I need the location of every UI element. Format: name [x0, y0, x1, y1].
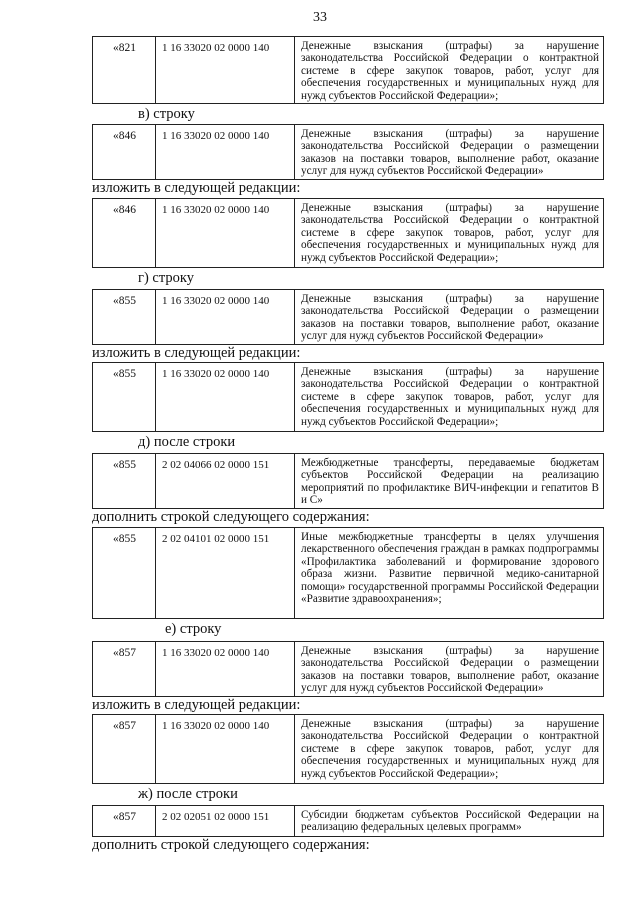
table-row — [92, 714, 604, 784]
row-description: Денежные взыскания (штрафы) за нарушение законодательства Российской Федерации о контрактной системе в сфере закупок товаров, работ, услуг для обеспечения государственных и муниципальных нужд для нужд субъектов Российской Федерации»; — [301, 366, 599, 428]
row-number: «855 — [93, 528, 156, 618]
budget-code: 2 02 04101 02 0000 151 — [156, 528, 295, 618]
row-number: «855 — [93, 290, 156, 344]
row-description: Межбюджетные трансферты, передаваемые бюджетам субъектов Российской Федерации на реализацию мероприятий по профилактике ВИЧ-инфекции и гепатитов В и С» — [301, 457, 599, 507]
row-description: Денежные взыскания (штрафы) за нарушение законодательства Российской Федерации о размещении заказов на поставки товаров, выполнение работ, оказание услуг для нужд субъектов Российской Федерации» — [301, 645, 599, 695]
budget-code: 2 02 04066 02 0000 151 — [156, 454, 295, 508]
table-row — [92, 124, 604, 180]
instruction-d: д) после строки — [138, 434, 236, 450]
instruction-replace: изложить в следующей редакции: — [92, 345, 301, 361]
page-number: 33 — [313, 10, 327, 25]
budget-code: 1 16 33020 02 0000 140 — [156, 363, 295, 431]
table-row — [92, 805, 604, 837]
budget-code: 2 02 02051 02 0000 151 — [156, 806, 295, 836]
instruction-g: г) строку — [138, 270, 194, 286]
table-row — [92, 362, 604, 432]
row-number: «855 — [93, 363, 156, 431]
table-row — [92, 36, 604, 104]
row-number: «857 — [93, 642, 156, 696]
budget-code: 1 16 33020 02 0000 140 — [156, 715, 295, 783]
row-description: Денежные взыскания (штрафы) за нарушение законодательства Российской Федерации о контрактной системе в сфере закупок товаров, работ, услуг для обеспечения государственных и муниципальных нужд для нужд субъектов Российской Федерации»; — [301, 202, 599, 264]
row-description: Субсидии бюджетам субъектов Российской Федерации на реализацию федеральных целевых программ» — [301, 809, 599, 834]
instruction-zh: ж) после строки — [138, 786, 238, 802]
row-number: «821 — [93, 37, 156, 103]
table-row — [92, 289, 604, 345]
instruction-add: дополнить строкой следующего содержания: — [92, 837, 370, 853]
budget-code: 1 16 33020 02 0000 140 — [156, 642, 295, 696]
instruction-e: е) строку — [165, 621, 222, 637]
table-row — [92, 198, 604, 268]
table-row — [92, 453, 604, 509]
instruction-replace: изложить в следующей редакции: — [92, 697, 301, 713]
budget-code: 1 16 33020 02 0000 140 — [156, 290, 295, 344]
row-number: «846 — [93, 199, 156, 267]
table-row — [92, 641, 604, 697]
table-row — [92, 527, 604, 619]
row-description: Денежные взыскания (штрафы) за нарушение законодательства Российской Федерации о размещении заказов на поставки товаров, выполнение работ, оказание услуг для нужд субъектов Российской Федерации» — [301, 293, 599, 343]
instruction-v: в) строку — [138, 106, 195, 122]
row-number: «846 — [93, 125, 156, 179]
row-description: Денежные взыскания (штрафы) за нарушение законодательства Российской Федерации о контрактной системе в сфере закупок товаров, работ, услуг для обеспечения государственных и муниципальных нужд для нужд субъектов Российской Федерации»; — [301, 40, 599, 102]
row-description: Иные межбюджетные трансферты в целях улучшения лекарственного обеспечения граждан в рамках подпрограммы «Профилактика заболеваний и формирование здорового образа жизни. Развитие первичной медико-санитарной помощи» государственной программы Российской Федерации «Развитие здравоохранения»; — [301, 531, 599, 606]
budget-code: 1 16 33020 02 0000 140 — [156, 125, 295, 179]
row-number: «857 — [93, 715, 156, 783]
row-description: Денежные взыскания (штрафы) за нарушение законодательства Российской Федерации о контрактной системе в сфере закупок товаров, работ, услуг для обеспечения государственных и муниципальных нужд для нужд субъектов Российской Федерации»; — [301, 718, 599, 780]
instruction-add: дополнить строкой следующего содержания: — [92, 509, 370, 525]
row-number: «857 — [93, 806, 156, 836]
budget-code: 1 16 33020 02 0000 140 — [156, 37, 295, 103]
budget-code: 1 16 33020 02 0000 140 — [156, 199, 295, 267]
instruction-replace: изложить в следующей редакции: — [92, 180, 301, 196]
row-number: «855 — [93, 454, 156, 508]
row-description: Денежные взыскания (штрафы) за нарушение законодательства Российской Федерации о размещении заказов на поставки товаров, выполнение работ, оказание услуг для нужд субъектов Российской Федерации» — [301, 128, 599, 178]
